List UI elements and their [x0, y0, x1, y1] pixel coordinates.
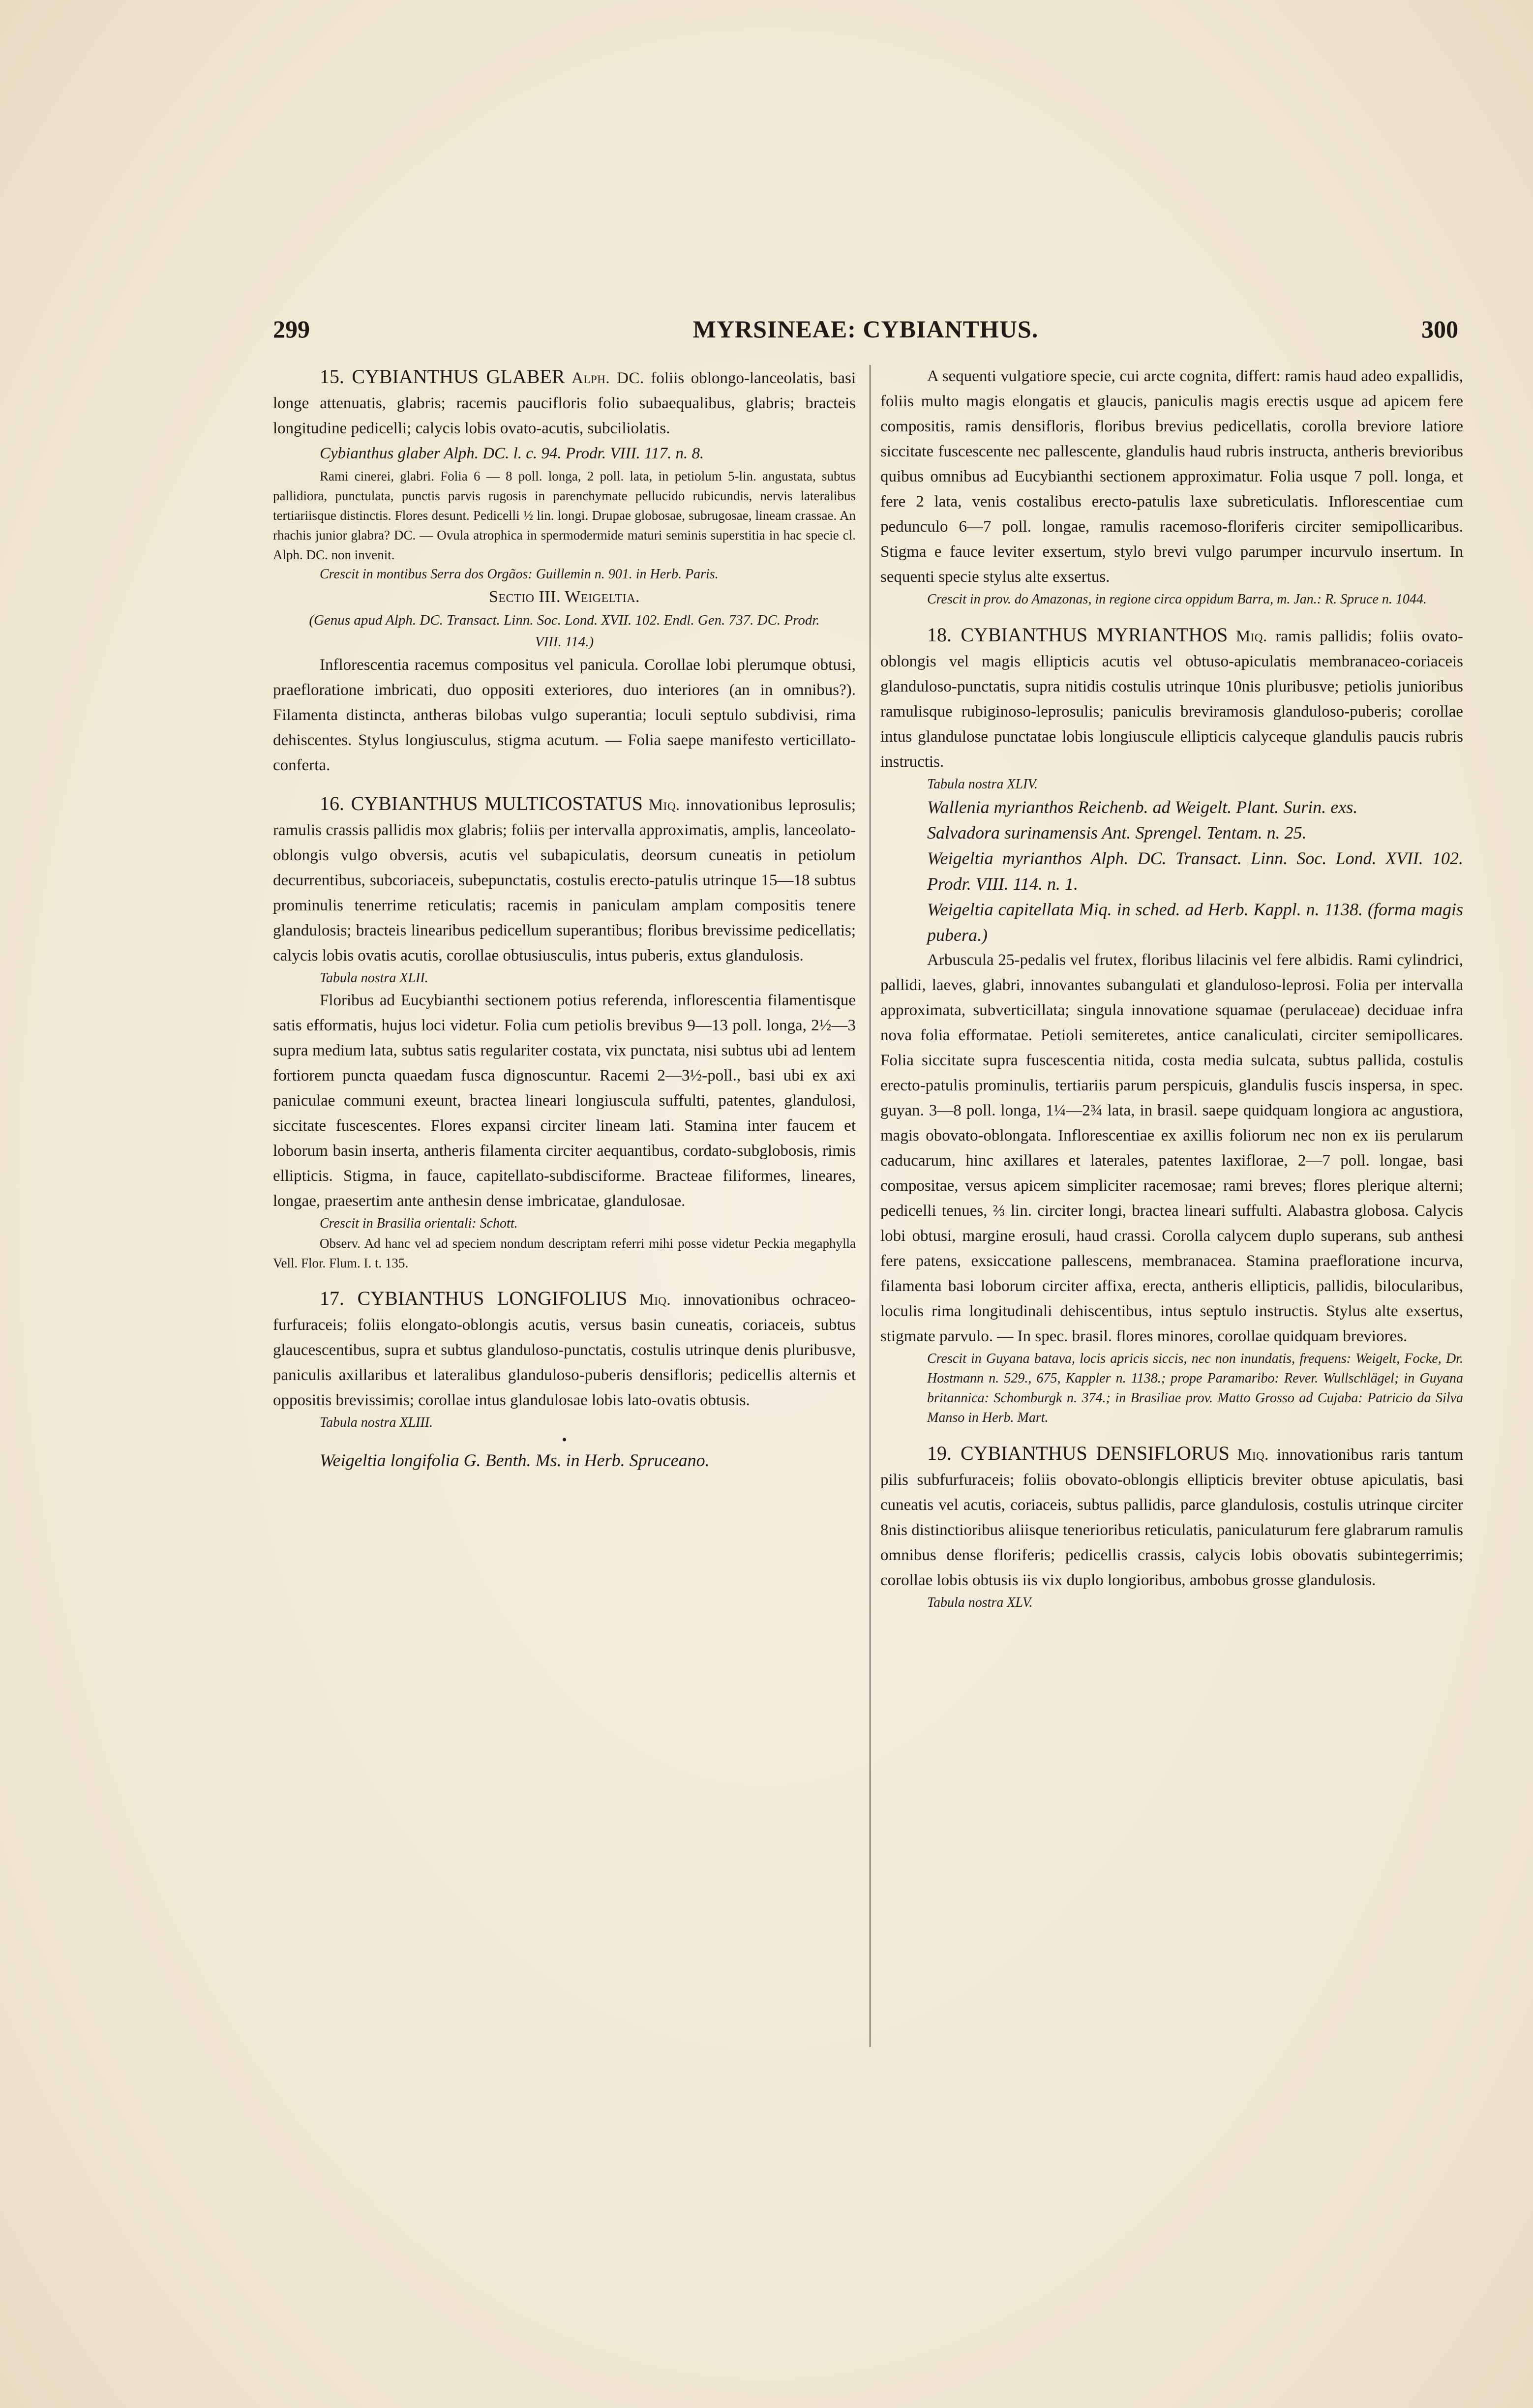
locality: Crescit in Guyana batava, locis apricis siccis, nec non inundatis, frequens: Weigelt, Focke, Dr. Hostmann n. 529., 675, Kappler n. 1138.; prope Paramaribo: Rever. Wullschlägel; in Guyana britannica: Schomburgk n. 374.; in Brasiliae prov. Matto Grosso ad Cujaba: Patricio da Silva Manso in Herb. Mart. [927, 1351, 1463, 1425]
column-divider [870, 365, 871, 2047]
continued-description: A sequenti vulgatiore specie, cui arcte cognita, differt: ramis haud adeo expallidis, foliis multo magis elongatis et glaucis, paniculis magis erectis usque ad apicem fere compositis, ramis densifloris, floribus brevius pedicellatis, corolla breviore latiore siccitate fuscescente nec pallescente, glandulis haud rubris instructa, antheris brevioribus quibus omnibus ad Eucybianthi sectionem approximatur. Folia usque 7 poll. longa, et fere 2 lata, venis costalibus erecto-patulis laxe subreticulatis. Inflorescentiae cum pedunculo 6—7 poll. longae, ramulis racemoso-floriferis circiter semipollicaribus. Stigma e fauce leviter exsertum, stylo brevi vulgo parumper incurvulo insertum. In sequenti specie stylus alte exsertus. [880, 367, 1463, 586]
locality: Crescit in Brasilia orientali: Schott. [320, 1216, 518, 1231]
species-description: Rami cinerei, glabri. Folia 6 — 8 poll. longa, 2 poll. lata, in petiolum 5-lin. angustata, subtus pallidiora, punctulata, punctis parvis rugosis in parenchymate pellucido rubicundis, nervis lateralibus tertiariisque distinctis. Flores desunt. Pedicelli ½ lin. longi. Drupae globosae, subrugosae, lineam crassae. An rhachis junior glabra? DC. — Ovula atrophica in spermodermide maturi seminis superstitia in hac specie cl. Alph. DC. non invenit. [273, 469, 856, 562]
synonym: Weigeltia capitellata Miq. in sched. ad Herb. Kappl. n. 1138. (forma magis pubera.) [927, 900, 1463, 945]
species-diagnosis: foliis oblongo-lanceolatis, basi longe attenuatis, glabris; racemis paucifloris folio subaequalibus, glabris; bracteis longitudine pedicelli; calycis lobis ovato-acutis, subciliolatis. [273, 369, 856, 437]
page-number-right: 300 [1421, 315, 1458, 343]
synonym: Weigeltia myrianthos Alph. DC. Transact. Linn. Soc. Lond. XVII. 102. Prodr. VIII. 114. n. 1. [927, 848, 1463, 894]
locality: Crescit in montibus Serra dos Orgãos: Guillemin n. 901. in Herb. Paris. [320, 567, 719, 582]
species-name: 18. CYBIANTHUS MYRIANTHOS [927, 624, 1228, 646]
species-name: 17. CYBIANTHUS LONGIFOLIUS [320, 1287, 628, 1309]
section-description: Inflorescentia racemus compositus vel panicula. Corollae lobi plerumque obtusi, praefloratione imbricati, duo oppositi exteriores, duo interiores (an in omnibus?). Filamenta distincta, antheras bilobas vulgo superantia; loculi septulo subdivisi, rima dehiscentes. Stylus longiusculus, stigma acutum. — Folia saepe manifesto verticillato-conferta. [273, 656, 856, 774]
species-author: Miq. [648, 796, 680, 814]
plate-reference: Tabula nostra XLV. [927, 1595, 1033, 1610]
page-number-left: 299 [273, 315, 310, 343]
ornament-dot: • [562, 1432, 567, 1448]
species-entry-16 [273, 791, 856, 968]
synonym: Salvadora surinamensis Ant. Sprengel. Tentam. n. 25. [927, 823, 1307, 843]
species-description: Arbuscula 25-pedalis vel frutex, floribus lilacinis vel fere albidis. Rami cylindrici, pallidi, laeves, glabri, innovantes subangulati et glanduloso-leprosi. Folia per intervalla approximata, subverticillata; singula innovatione squamae (perulaceae) deciduae infra nova folia efformatae. Petioli semiteretes, antice canaliculati, circiter semipollicares. Folia siccitate supra fuscescentia nitida, costa media sulcata, subtus pallida, costulis erecto-patulis prominulis, tertiariis parum perspicuis, glandulis fuscis inspersa, in spec. guyan. 3—8 poll. longa, 1¼—2¾ lata, in brasil. saepe quidquam longiora ac angustiora, magis obovato-oblongata. Inflorescentiae ex axillis foliorum nec non ex iis perularum caducarum, hinc axillares et laterales, patentes laxiflorae, 2—7 poll. longae, basi compositae, versus apicem simpliciter racemosae; rami breves; flores plerique alterni; pedicelli tenues, ⅔ lin. circiter longi, bractea lineari suffulti. Alabastra globosa. Calycis lobi obtusi, margine erosuli, haud crassi. Corolla calycem duplo superans, sub anthesi fere patens, exsiccatione pallescens, membranacea. Stamina praefloratione incurva, filamenta basi loborum circiter affixa, erecta, antheris ellipticis, pallidis, bilocularibus, loculis rima longitudinali dehiscentibus, intus septulo instructis. Stylus alte exsertus, stigmate parvulo. — In spec. brasil. flores minores, corollae quidquam breviores. [880, 951, 1463, 1345]
observation-note: Observ. Ad hanc vel ad speciem nondum descriptam referri mihi posse videtur Peckia megaphylla Vell. Flor. Flum. I. t. 135. [273, 1236, 856, 1270]
species-author: Miq. [639, 1291, 671, 1309]
species-author: Miq. [1237, 1446, 1269, 1464]
synonym: Wallenia myrianthos Reichenb. ad Weigelt. Plant. Surin. exs. [927, 797, 1358, 817]
species-diagnosis: ramis pallidis; foliis ovato-oblongis vel magis ellipticis acutis vel obtuso-apiculatis membranaceo-coriaceis glanduloso-punctatis, supra nitidis costulis utrinque 10nis pluribusve; petiolis junioribus ramulisque rubiginoso-leprosulis; paniculis breviramosis glanduloso-puberis; corollae intus glandulose punctatae lobis longiuscule ellipticis calyceque glandulis paucis rubris instructis. [880, 628, 1463, 771]
left-column [273, 364, 856, 2061]
species-diagnosis: innovationibus leprosulis; ramulis crassis pallidis mox glabris; foliis per intervalla approximatis, amplis, lanceolato-oblongis vulgo obversis, acutis vel subapiculatis, deorsum cuneatis in petiolum decurrentibus, subcoriaceis, subepunctatis, costulis erecto-patulis utrinque 15—18 subtus prominulis tenerrime reticulatis; racemis in paniculam amplam compositis tenere glandulosis; bracteis linearibus pedicellum superantibus; floribus brevissime pedicellatis; calycis lobis ovatis acutis, corollae obtusiusculis, intus puberis, extus glandulosis. [273, 796, 856, 964]
species-entry-15 [273, 364, 856, 441]
species-entry-18 [880, 622, 1463, 775]
section-reference: (Genus apud Alph. DC. Transact. Linn. Soc. Lond. XVII. 102. Endl. Gen. 737. DC. Prodr. VIII. 114.) [309, 612, 820, 650]
species-description: Floribus ad Eucybianthi sectionem potius referenda, inflorescentia filamentisque satis efformatis, hujus loci videtur. Folia cum petiolis brevibus 9—13 poll. longa, 2½—3 supra medium lata, subtus satis regulariter costata, vix punctata, nisi subtus ubi ad lentem fortiorem puncta quaedam fusca dignoscuntur. Racemi 2—3½-poll., basi ubi ex axi paniculae communi exeunt, bractea lineari longiuscula suffulti, patentes, glandulosi, siccitate fuscescentes. Flores expansi circiter lineam lati. Stamina inter faucem et loborum basin inserta, antheris filamenta circiter aequantibus, cordato-subglobosis, rimis ellipticis. Stigma, in fauce, capitellato-subdisciforme. Bracteae filiformes, lineares, longae, praesertim ante anthesin dense imbricatae, glandulosae. [273, 992, 856, 1210]
species-diagnosis: innovationibus raris tantum pilis subfurfuraceis; foliis obovato-oblongis ellipticis breviter obtuse apiculatis, basi cuneatis vel acutis, coriaceis, subtus pallidis, parce glandulosis, costulis utrinque circiter 8nis distinctioribus aliisque tenerioribus reticulatis, paniculaturum fere glabrarum ramulis omnibus dense floriferis; pedicellis crassis, calycis lobis obovatis subintegerrimis; corollae lobis obtusis iis vix duplo longioribus, ambobus grosse glandulosis. [880, 1446, 1463, 1589]
species-entry-19 [880, 1441, 1463, 1593]
plate-reference: Tabula nostra XLIII. [320, 1415, 433, 1430]
synonym: Cybianthus glaber Alph. DC. l. c. 94. Prodr. VIII. 117. n. 8. [320, 445, 704, 462]
species-entry-17 [273, 1286, 856, 1413]
plate-reference: Tabula nostra XLIV. [927, 777, 1038, 792]
species-author: Miq. [1235, 628, 1267, 645]
right-column [880, 364, 1463, 2061]
locality: Crescit in prov. do Amazonas, in regione circa oppidum Barra, m. Jan.: R. Spruce n. 1044. [927, 592, 1427, 607]
section-title: Sectio III. Weigeltia. [488, 588, 640, 606]
species-name: 16. CYBIANTHUS MULTICOSTATUS [320, 792, 643, 814]
species-author: Alph. DC. [571, 369, 644, 387]
species-diagnosis: innovationibus ochraceo-furfuraceis; foliis elongato-oblongis acutis, versus basin cuneatis, coriaceis, subtus glaucescentibus, supra et subtus glanduloso-punctatis, costulis utrinque denis pluribusve, paniculis axillaribus et lateralibus glanduloso-puberis densifloris; pedicellis alternis et oppositis brevissimis; corollae intus glandulosae lobis lato-ovatis obtusis. [273, 1291, 856, 1409]
species-name: 19. CYBIANTHUS DENSIFLORUS [927, 1442, 1230, 1464]
species-name: 15. CYBIANTHUS GLABER [320, 365, 565, 388]
synonym: Weigeltia longifolia G. Benth. Ms. in Herb. Spruceano. [320, 1450, 710, 1470]
plate-reference: Tabula nostra XLII. [320, 970, 428, 986]
page-header [273, 315, 1458, 354]
running-title: MYRSINEAE: CYBIANTHUS. [692, 315, 1039, 343]
